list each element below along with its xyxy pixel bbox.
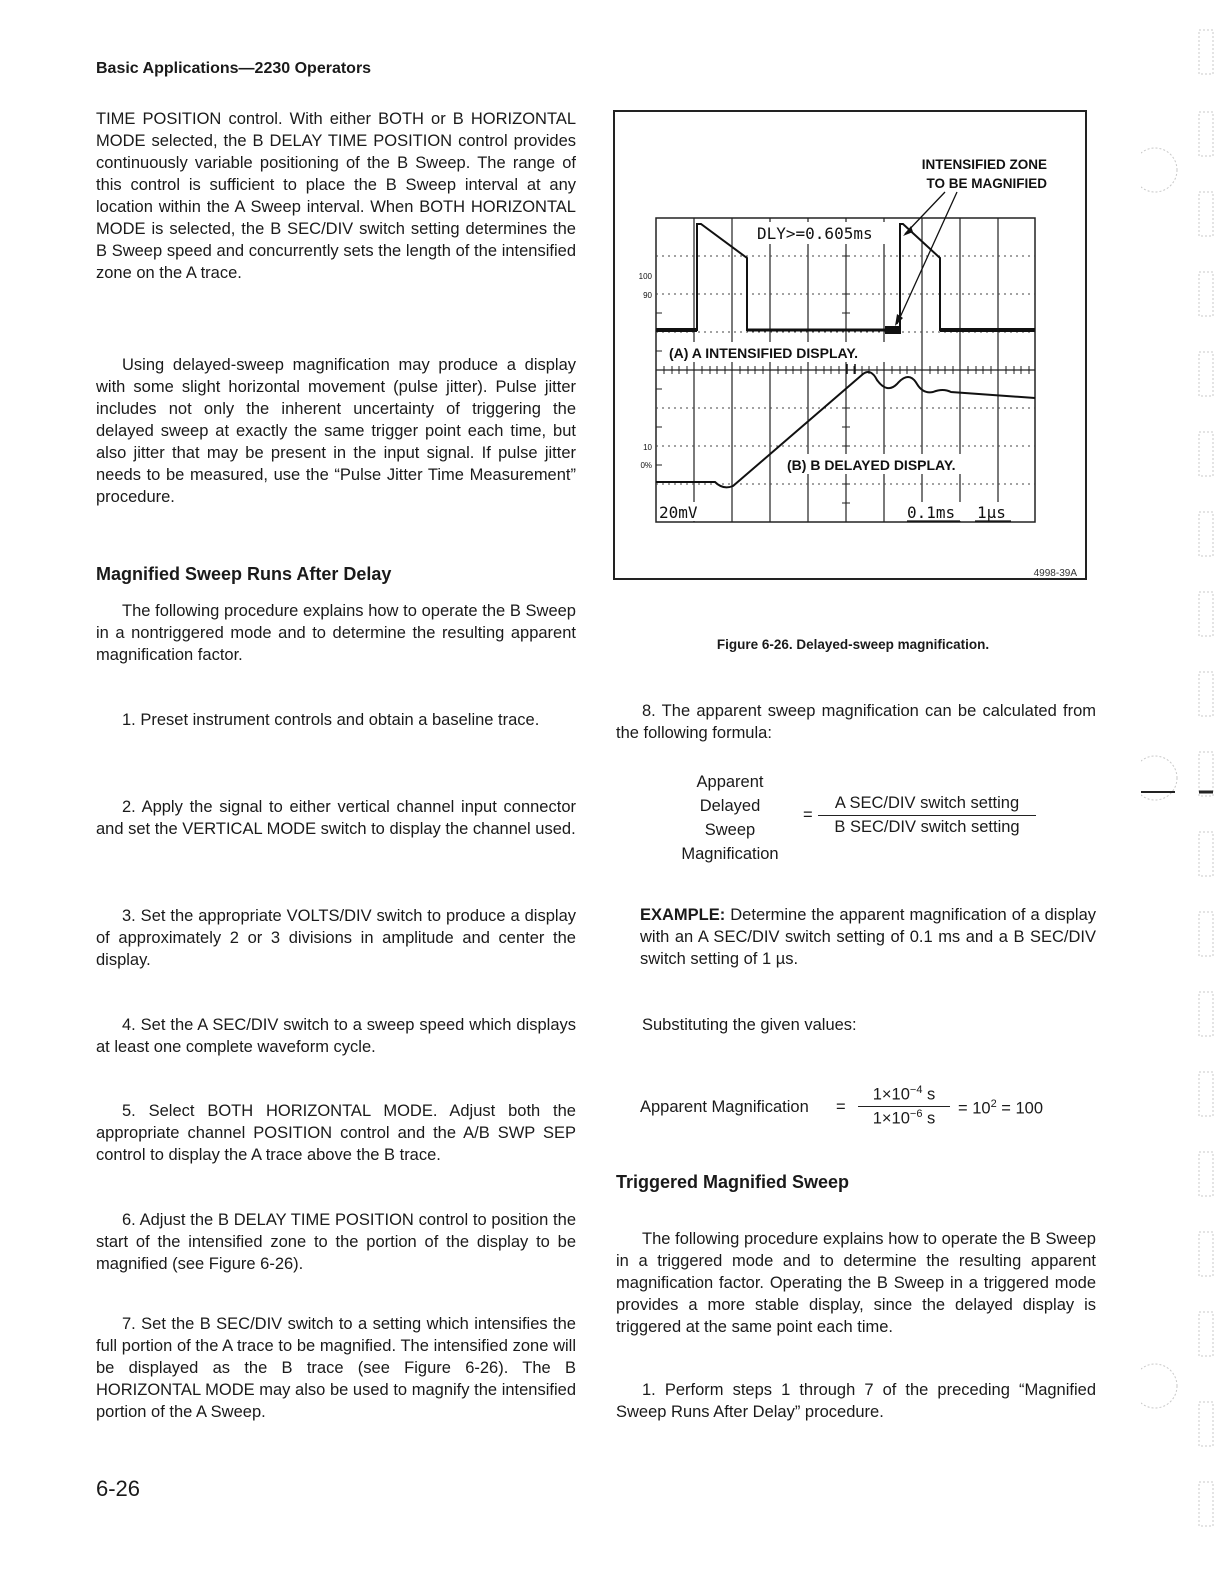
step-text: 2. Apply the signal to either vertical channel input connector and set the VERTICAL MODE switch to display the channel used. — [96, 798, 576, 838]
binder-edge-marks — [1141, 0, 1221, 1578]
oscilloscope-graticule — [615, 112, 1085, 578]
step-text: 3. Set the appropriate VOLTS/DIV switch to produce a display of approximately 2 or 3 divisions in amplitude and center the display. — [96, 907, 576, 969]
step-text: 7. Set the B SEC/DIV switch to a setting which intensifies the full portion of the A trace to be magnified. The intensified zone will be displayed as the B trace (see Figure 6-26). The B HORIZONTAL MODE may also be used to magnify the intensified portion of the A Sweep. — [96, 1315, 576, 1421]
delay-readout: DLY>=0.605ms — [757, 224, 873, 243]
step-text: 8. The apparent sweep magnification can be calculated from the following formula: — [616, 702, 1096, 742]
tick-label-0: 0% — [640, 461, 652, 470]
paragraph-text: The following procedure explains how to operate the B Sweep in a triggered mode and to determine the resulting apparent magnification factor. Operating the B Sweep in a triggered mode provides a more stable display, since the delayed display is triggered at the same point each time. — [616, 1230, 1096, 1336]
calc-num-unit: s — [922, 1085, 936, 1104]
calc-fraction — [858, 1084, 950, 1128]
label-a-intensified: (A) A INTENSIFIED DISPLAY. — [669, 345, 859, 361]
a-time-readout: 0.1ms — [907, 503, 956, 522]
callout-label-line1: INTENSIFIED ZONE — [921, 157, 1047, 172]
tick-label-10: 10 — [643, 443, 652, 452]
example-label: EXAMPLE: — [640, 906, 726, 924]
calc-num-base: 1×10 — [872, 1085, 910, 1104]
calc-denominator — [858, 1107, 950, 1129]
callout-label-line2: TO BE MAGNIFIED — [926, 176, 1047, 191]
paragraph-text: TIME POSITION control. With either BOTH or B HORIZONTAL MODE selected, the B DELAY TIME POSITION control provides continuously variable positioning of the B Sweep. The range of this control is sufficient to place the B Sweep interval at any location within the A Sweep interval. When BOTH HORIZONTAL MODE is selected, the B SEC/DIV switch setting determines the B Sweep speed and concurrently sets the length of the intensified zone on the A trace. — [96, 110, 576, 282]
paragraph-pulse-jitter — [96, 354, 576, 508]
formula-denominator: B SEC/DIV switch setting — [834, 818, 1020, 836]
tick-label-100: 100 — [638, 272, 652, 281]
volts-readout: 20mV — [659, 503, 698, 522]
calc-num-exponent: −4 — [909, 1084, 923, 1096]
formula-numerator: A SEC/DIV switch setting — [818, 794, 1036, 816]
step-text: 1. Preset instrument controls and obtain a baseline trace. — [122, 711, 540, 729]
formula-word: Magnification — [681, 845, 779, 863]
substituting-line — [642, 1014, 1096, 1036]
calc-den-exponent: −6 — [909, 1107, 923, 1120]
calc-result — [958, 1098, 1043, 1119]
calc-result-exponent: 2 — [990, 1098, 997, 1110]
calc-equals: = — [836, 1098, 846, 1116]
b-time-readout: 1µs — [977, 503, 1006, 522]
figure-caption: Figure 6-26. Delayed-sweep magnification. — [716, 637, 990, 652]
step-4 — [96, 1014, 576, 1058]
formula-word: Delayed — [699, 797, 761, 815]
formula-word: Apparent — [696, 773, 764, 791]
paragraph-time-position — [96, 108, 576, 284]
section-heading-triggered: Triggered Magnified Sweep — [616, 1172, 850, 1192]
formula-word: Sweep — [704, 821, 756, 839]
label-b-delayed: (B) B DELAYED DISPLAY. — [787, 457, 956, 473]
step-8 — [616, 700, 1096, 744]
paragraph-intro — [96, 600, 576, 666]
step-text: 1. Perform steps 1 through 7 of the preceding “Magnified Sweep Runs After Delay” procedure. — [616, 1381, 1096, 1421]
intensified-zone-marker — [885, 326, 901, 334]
step-7 — [96, 1313, 576, 1423]
magnification-formula — [660, 770, 1080, 866]
paragraph-triggered — [616, 1228, 1096, 1338]
formula-equals: = — [803, 806, 813, 824]
example-text: Determine the apparent magnification of a display with an A SEC/DIV switch setting of 0.1 ms and a B SEC/DIV switch setting of 1 µs. — [640, 906, 1096, 968]
magnification-calculation — [640, 1082, 1100, 1142]
calc-den-unit: s — [922, 1109, 936, 1127]
section-heading-magnified-sweep: Magnified Sweep Runs After Delay — [96, 564, 392, 584]
triggered-step-1 — [616, 1379, 1096, 1423]
calc-result-value: = 100 — [996, 1099, 1044, 1118]
page-number: 6-26 — [96, 1476, 141, 1501]
calc-numerator — [858, 1084, 950, 1107]
paragraph-text: Substituting the given values: — [642, 1016, 857, 1034]
step-text: 6. Adjust the B DELAY TIME POSITION control to position the start of the intensified zone to the portion of the display to be magnified (see Figure 6-26). — [96, 1211, 576, 1273]
step-5 — [96, 1100, 576, 1166]
step-6 — [96, 1209, 576, 1275]
formula-left-side — [660, 770, 800, 866]
running-header: Basic Applications—2230 Operators — [96, 60, 372, 77]
step-1 — [96, 709, 576, 731]
example-paragraph — [640, 904, 1096, 970]
figure-oscilloscope-display — [613, 110, 1087, 580]
step-2 — [96, 796, 576, 840]
step-text: 5. Select BOTH HORIZONTAL MODE. Adjust both the appropriate channel POSITION control and the A/B SWP SEP control to display the A trace above the B trace. — [96, 1102, 576, 1164]
figure-code: 4998-39A — [1033, 568, 1077, 578]
tick-label-90: 90 — [643, 291, 652, 300]
formula-fraction — [818, 794, 1036, 837]
calc-label: Apparent Magnification — [640, 1098, 809, 1116]
step-3 — [96, 905, 576, 971]
paragraph-text: Using delayed-sweep magnification may produce a display with some slight horizontal movement (pulse jitter). Pulse jitter includes not only the inherent uncertainty of triggering the delayed sweep at exactly the same trigger point each time, but also jitter that may be present in the input signal. If pulse jitter needs to be measured, use the “Pulse Jitter Time Measurement” procedure. — [96, 356, 576, 506]
calc-den-base: 1×10 — [872, 1109, 910, 1127]
step-text: 4. Set the A SEC/DIV switch to a sweep speed which displays at least one complete waveform cycle. — [96, 1016, 576, 1056]
calc-result-base: = 10 — [958, 1099, 991, 1118]
paragraph-text: The following procedure explains how to operate the B Sweep in a nontriggered mode and to determine the resulting apparent magnification factor. — [96, 602, 576, 664]
